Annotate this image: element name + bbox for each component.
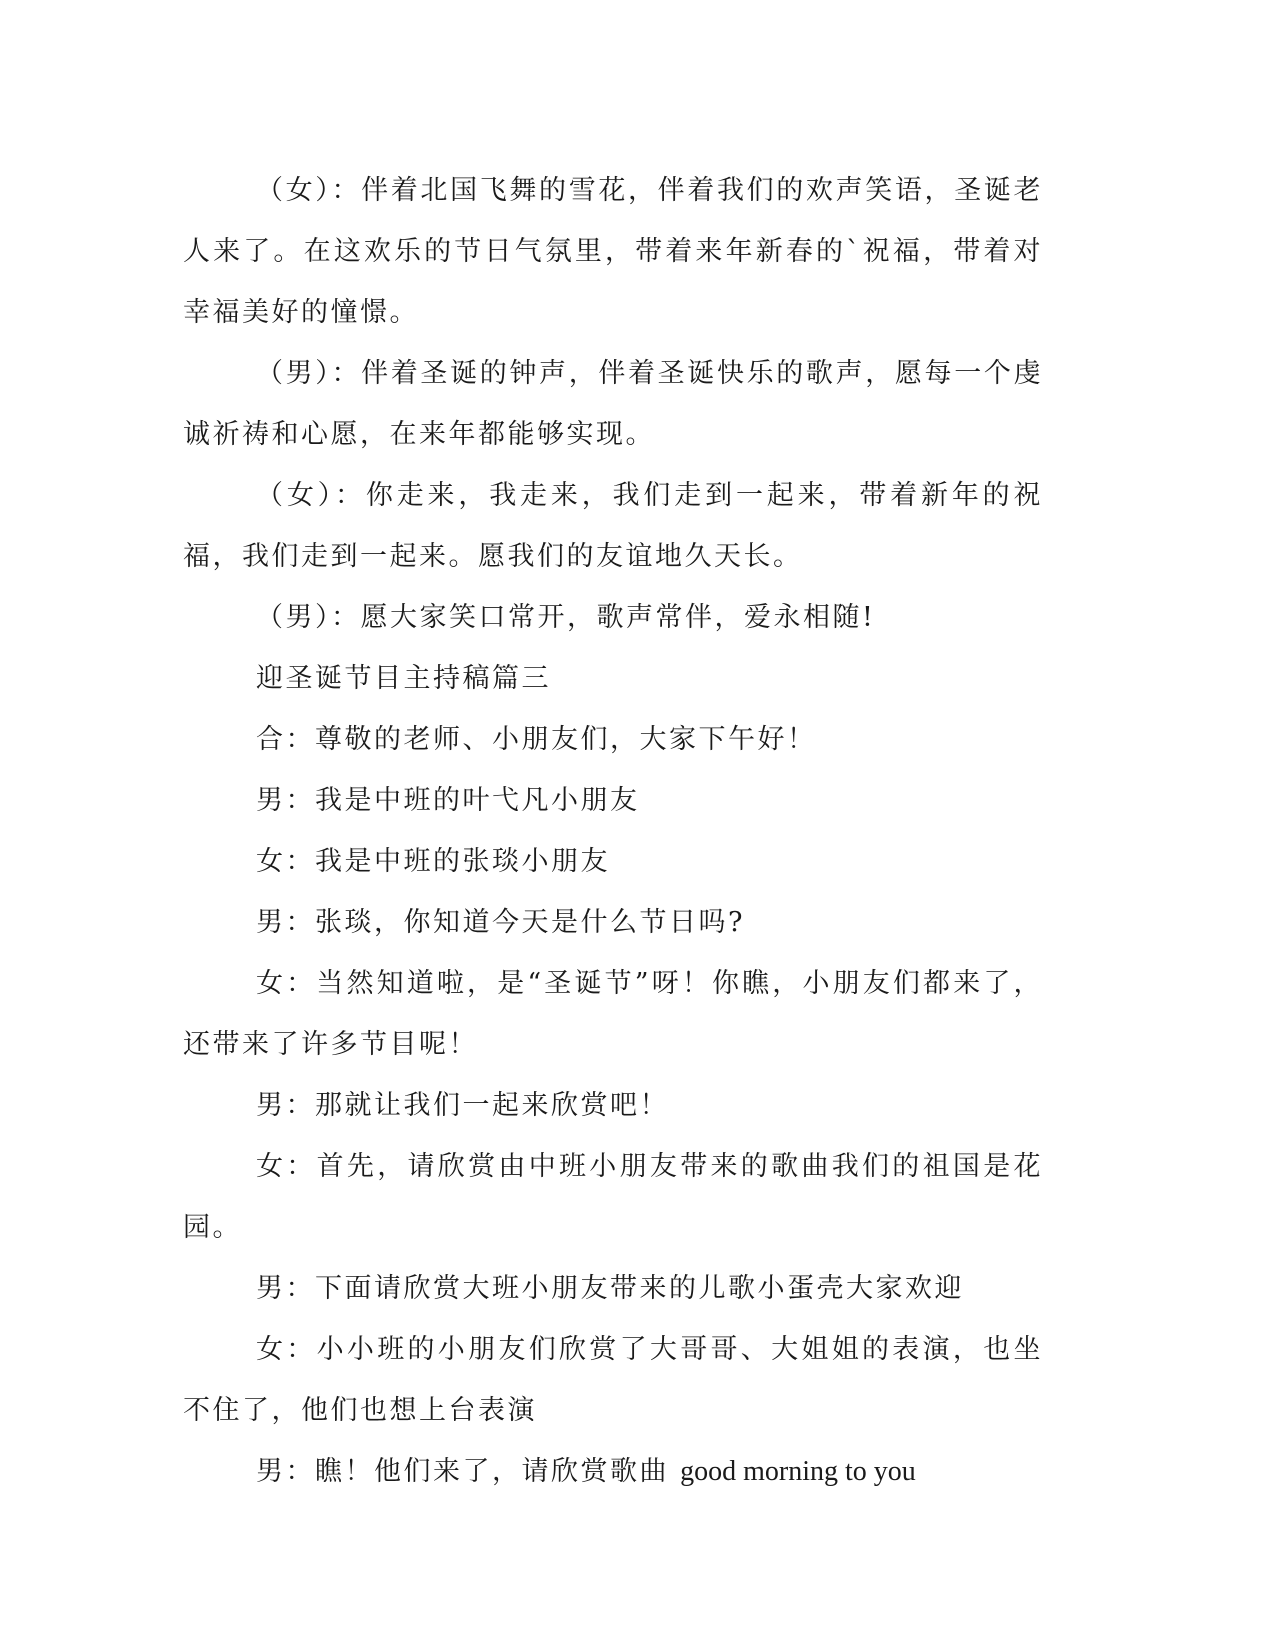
paragraph: 男：张琰，你知道今天是什么节日吗? [256,907,745,938]
paragraph: 合：尊敬的老师、小朋友们，大家下午好！ [256,724,817,755]
paragraph: 女：当然知道啦，是“圣诞节”呀！你瞧，小朋友们都来了，还带来了许多节目呢！ [183,968,1043,1060]
paragraph: （男）：愿大家笑口常开，歌声常伴，爱永相随! [256,602,876,633]
section-heading: 迎圣诞节目主持稿篇三 [256,663,551,694]
paragraph: （女）：伴着北国飞舞的雪花，伴着我们的欢声笑语，圣诞老人来了。在这欢乐的节日气氛里，带着来年新春的`祝福，带着对幸福美好的憧憬。 [183,175,1043,328]
paragraph: 男：下面请欣赏大班小朋友带来的儿歌小蛋壳大家欢迎 [256,1273,964,1304]
paragraph: 女：我是中班的张琰小朋友 [256,846,610,877]
song-title: good morning to you [680,1456,916,1487]
paragraph: 男：我是中班的叶弋凡小朋友 [256,785,640,816]
document-body [183,160,1043,1502]
paragraph: 男：那就让我们一起来欣赏吧！ [256,1090,669,1121]
paragraph: （女）：你走来，我走来，我们走到一起来，带着新年的祝福，我们走到一起来。愿我们的友谊地久天长。 [183,480,1043,572]
paragraph-last-text: 男：瞧！他们来了，请欣赏歌曲 [256,1456,681,1487]
paragraph: （男）：伴着圣诞的钟声，伴着圣诞快乐的歌声，愿每一个虔诚祈祷和心愿，在来年都能够实现。 [183,358,1043,450]
paragraph-last [183,1441,1043,1502]
paragraph: 女：小小班的小朋友们欣赏了大哥哥、大姐姐的表演，也坐不住了，他们也想上台表演 [183,1334,1043,1426]
paragraph: 女：首先，请欣赏由中班小朋友带来的歌曲我们的祖国是花园。 [183,1151,1043,1243]
